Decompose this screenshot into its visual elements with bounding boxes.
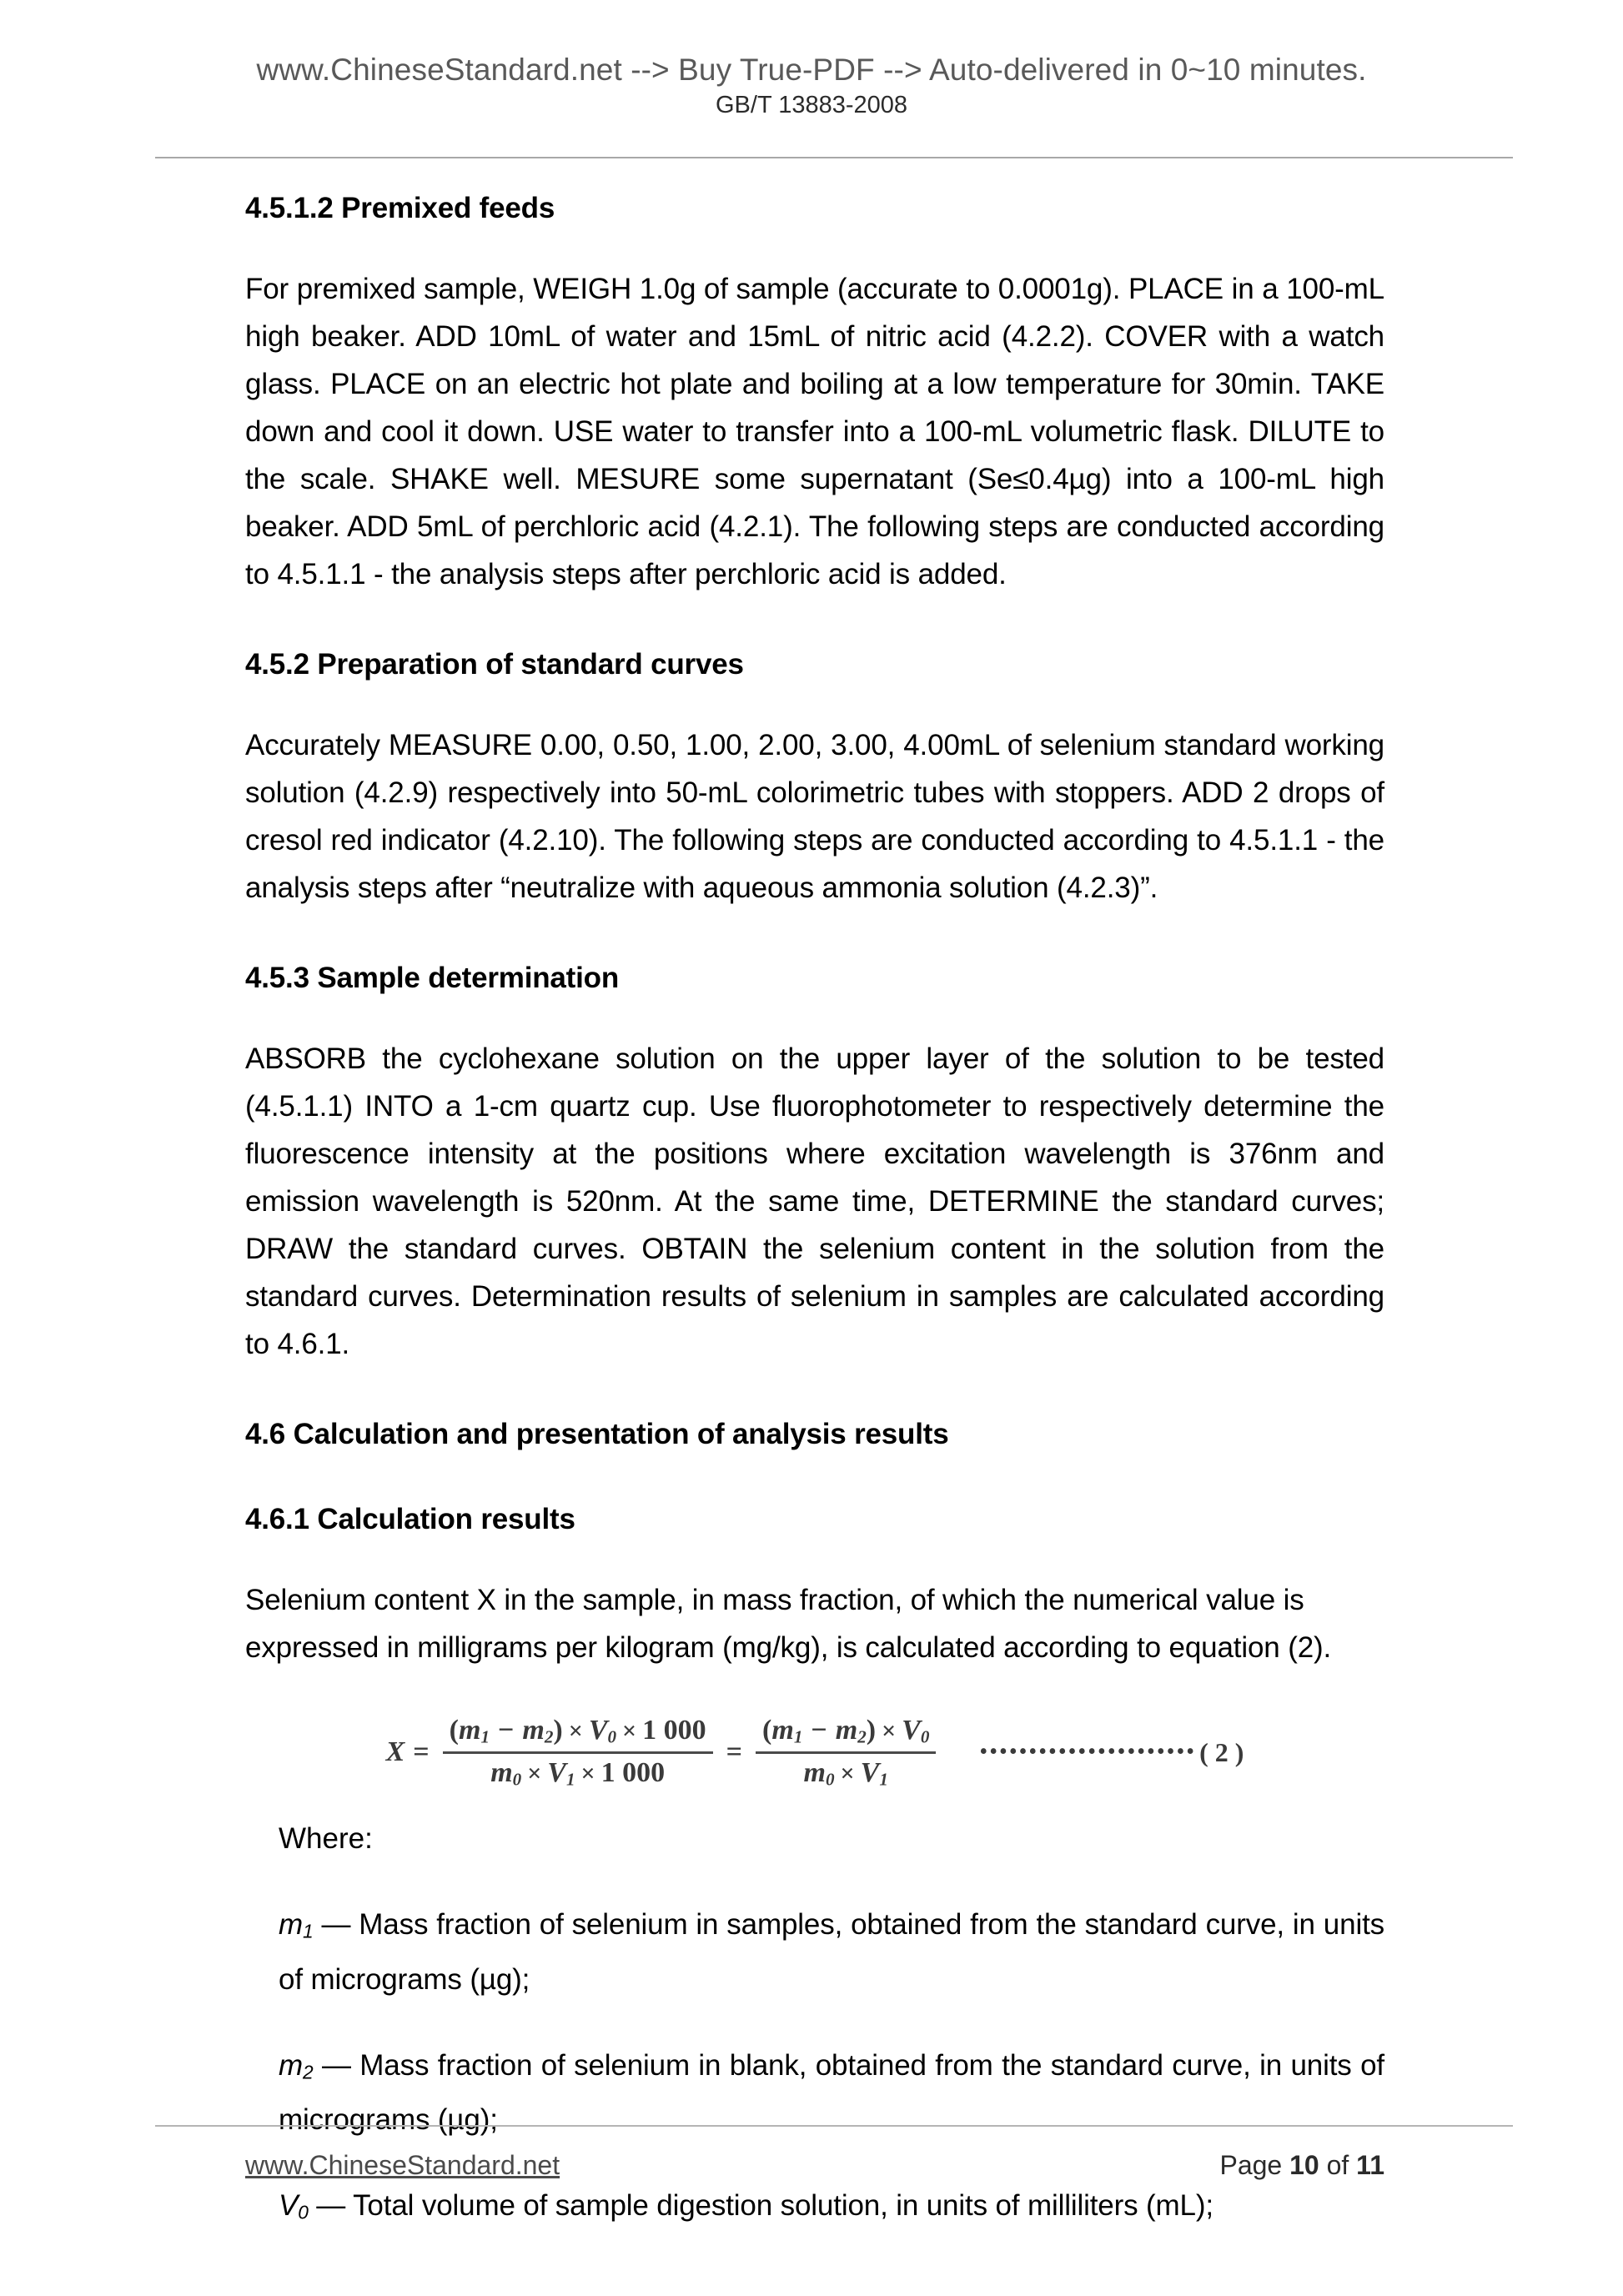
footer-divider (155, 2125, 1513, 2127)
definition-v0-text: — Total volume of sample digestion solution, in units of milliliters (mL); (308, 2189, 1213, 2223)
fraction-first-numerator: $(m_1 - m_2) \times V_0 \times 1$ 000 (449, 1715, 706, 1747)
page-current: 10 (1289, 2150, 1319, 2180)
header-divider (155, 157, 1513, 158)
where-label: Where: (279, 1822, 373, 1856)
fraction-first (443, 1715, 713, 1790)
definition-v0 (279, 2182, 1384, 2237)
heading-4-6-1: 4.6.1 Calculation results (245, 1503, 575, 1535)
definition-m1 (279, 1901, 1384, 2003)
fraction-second (756, 1715, 936, 1790)
document-body (245, 190, 1384, 2237)
fraction-second-denominator: $m_0 \times V_1$ (803, 1756, 888, 1790)
spacer (245, 997, 1384, 1035)
heading-4-5-2: 4.5.2 Preparation of standard curves (245, 648, 744, 681)
paragraph-4-5-2: Accurately MEASURE 0.00, 0.50, 1.00, 2.00, 3.00, 4.00mL of selenium standard working solution (4.2.9) respectively into 50-mL colorimetric tubes with stoppers. ADD 2 drops of cresol red indicator (4.2.10). The following steps are conducted according to 4.5.1.1 - the analysis steps after “neutralize with aqueous ammonia solution (4.2.3)”. (245, 729, 1384, 904)
spacer (279, 2003, 1384, 2042)
heading-4-5-1-2: 4.5.1.2 Premixed feeds (245, 192, 555, 224)
spacer (245, 227, 1384, 265)
definition-m2 (279, 2042, 1384, 2144)
equation-2 (245, 1715, 1384, 1790)
spacer (245, 1453, 1384, 1501)
footer-website-link[interactable]: www.ChineseStandard.net (245, 2150, 560, 2180)
definition-m2-text: — Mass fraction of selenium in blank, obtained from the standard curve, in units of micrograms (µg); (279, 2048, 1384, 2137)
watermark-promo-text: www.ChineseStandard.net --> Buy True-PDF --> Auto-delivered in 0~10 minutes. (256, 53, 1367, 87)
page-total: 11 (1356, 2150, 1384, 2180)
spacer (245, 1538, 1384, 1576)
spacer (245, 683, 1384, 721)
symbol-m2: $m_2$ (279, 2048, 314, 2083)
equation-number: ( 2 ) (1199, 1736, 1244, 1767)
paragraph-4-5-1-2: For premixed sample, WEIGH 1.0g of sample (accurate to 0.0001g). PLACE in a 100-mL high beaker. ADD 10mL of water and 15mL of nitric acid (4.2.2). COVER with a watch glass. PLACE on an electric hot plate and boiling at a low temperature for 30min. TAKE down and cool it down. USE water to transfer into a 100-mL volumetric flask. DILUTE to the scale. SHAKE well. MESURE some supernatant (Se≤0.4µg) into a 100-mL high beaker. ADD 5mL of perchloric acid (4.2.1). The following steps are conducted according to 4.5.1.1 - the analysis steps after perchloric acid is added. (245, 273, 1384, 590)
heading-4-6: 4.6 Calculation and presentation of analysis results (245, 1418, 949, 1450)
fraction-first-denominator: $m_0 \times V_1 \times 1$ 000 (490, 1756, 666, 1790)
equation-expression (386, 1715, 1244, 1790)
spacer (245, 1368, 1384, 1416)
spacer (245, 912, 1384, 960)
page-footer (245, 2150, 1384, 2181)
symbol-v0: $V_0$ (279, 2189, 309, 2223)
page-prefix: Page (1219, 2150, 1290, 2180)
paragraph-4-6-1: Selenium content X in the sample, in mass fraction, of which the numerical value is expressed in milligrams per kilogram (mg/kg), is calculated according to equation (2). (245, 1584, 1332, 1664)
spacer (245, 598, 1384, 646)
equals-sign-2: = (726, 1736, 743, 1768)
page-header (0, 52, 1623, 120)
heading-4-5-3: 4.5.3 Sample determination (245, 962, 620, 994)
equation-lhs-variable: X (385, 1736, 405, 1768)
fraction-second-numerator: $(m_1 - m_2) \times V_0$ (762, 1715, 930, 1747)
paragraph-4-5-3: ABSORB the cyclohexane solution on the upper layer of the solution to be tested (4.5.1.1) INTO a 1-cm quartz cup. Use fluorophotometer to respectively determine the fluorescence intensity at the positions where excitation wavelength is 376nm and emission wavelength is 520nm. At the same time, DETERMINE the standard curves; DRAW the standard curves. OBTAIN the selenium content in the solution from the standard curves. Determination results of selenium in samples are calculated according to 4.6.1. (245, 1042, 1384, 1360)
definition-m1-text: — Mass fraction of selenium in samples, obtained from the standard curve, in units of micrograms (µg); (279, 1908, 1384, 1996)
page-number-indicator (1219, 2150, 1384, 2181)
equals-sign-1: = (413, 1736, 430, 1768)
standard-identifier: GB/T 13883-2008 (715, 92, 908, 118)
spacer (279, 1862, 1384, 1901)
equation-leader-dots: •••••••••••••••••••••• (979, 1739, 1197, 1766)
symbol-m1: $m_1$ (279, 1908, 314, 1942)
page-mid: of (1319, 2150, 1357, 2180)
